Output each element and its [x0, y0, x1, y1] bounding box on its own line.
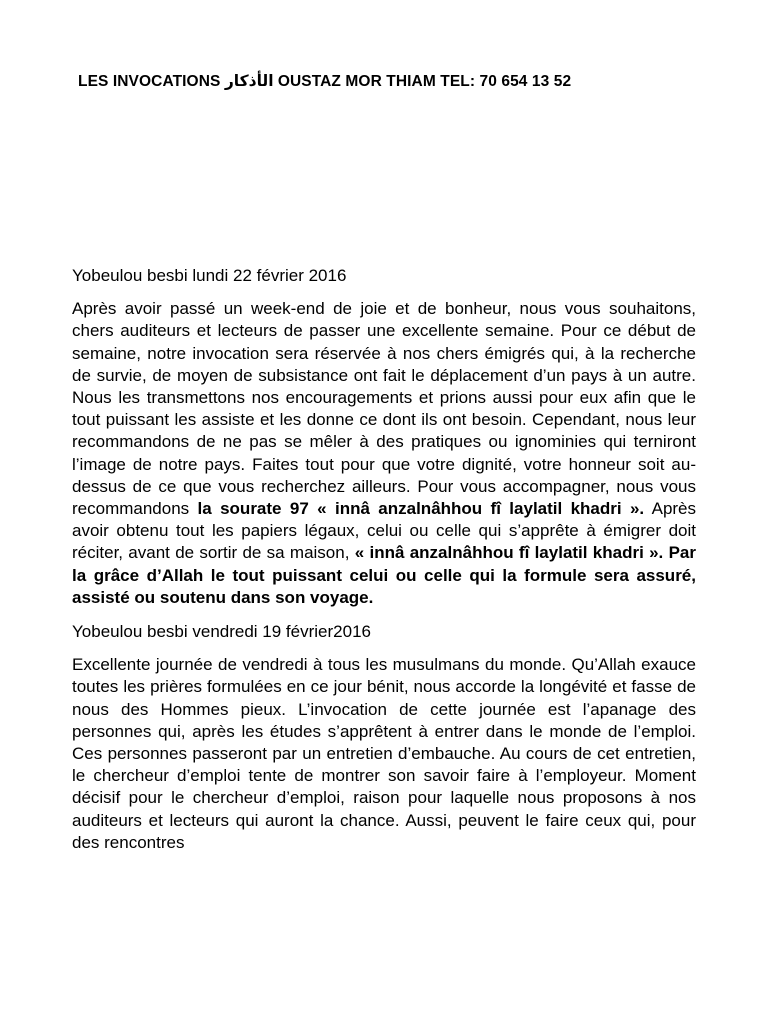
paragraph-bold-text: la sourate 97 « innâ anzalnâhhou fî laylatil khadri ». [197, 499, 645, 519]
document-body [72, 265, 696, 866]
paragraph-text: Après avoir obtenu tout les papiers légaux, celui ou celle qui s’apprête à émigrer doit réciter, avant de sortir de sa maison, [72, 499, 697, 563]
section-paragraph [72, 654, 696, 854]
paragraph-text: Excellente journée de vendredi à tous les musulmans du monde. Qu’Allah exauce toutes les prières formulées en ce jour bénit, nous accorde la longévité et fasse de nous des Hommes pieux. L’invocation de cette journée est l’apanage des personnes qui, après les études s’apprêtent à entrer dans le monde de l’emploi. Ces personnes passeront par un entretien d’embauche. Au cours de cet entretien, le chercheur d’emploi tente de montrer son savoir faire à l’employeur. Moment décisif pour le chercheur d’emploi, raison pour laquelle nous proposons à nos auditeurs et lecteurs qui auront la chance. Aussi, peuvent le faire ceux qui, pour des rencontres [72, 655, 696, 852]
page-header: LES INVOCATIONS الأذكار OUSTAZ MOR THIAM TEL: 70 654 13 52 [78, 73, 572, 90]
paragraph-text: Après avoir passé un week-end de joie et de bonheur, nous vous souhaitons, chers auditeurs et lecteurs de passer une excellente semaine. Pour ce début de semaine, notre invocation sera réservée à nos chers émigrés qui, à la recherche de survie, de moyen de subsistance ont fait le déplacement d’un pays à un autre. Nous les transmettons nos encouragements et prions aussi pour eux afin que le tout puissant les assiste et les donne ce dont ils ont besoin. Cependant, nous leur recommandons de ne pas se mêler à des pratiques ou ignominies qui terniront l’image de notre pays. Faites tout pour que votre dignité, votre honneur soit au-dessus de ce que vous recherchez ailleurs. Pour vous accompagner, nous vous recommandons [72, 299, 696, 519]
section-paragraph [72, 298, 696, 609]
paragraph-bold-text: « innâ anzalnâhhou fî laylatil khadri ». Par la grâce d’Allah le tout puissant celui ou celle qui la formule sera assuré, assisté ou soutenu dans son voyage. [72, 543, 696, 607]
section-date: Yobeulou besbi vendredi 19 février2016 [72, 622, 371, 642]
section-date: Yobeulou besbi lundi 22 février 2016 [72, 266, 347, 285]
